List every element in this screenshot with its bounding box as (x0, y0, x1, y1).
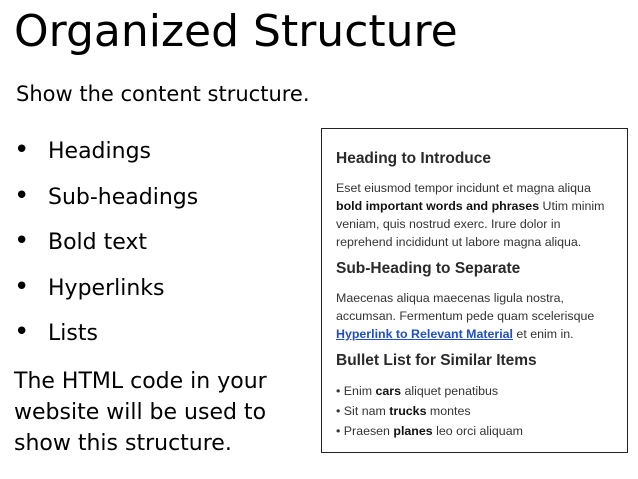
list-item-text: Enim (343, 384, 373, 398)
list-item (336, 401, 627, 421)
bullet-item-lists (14, 314, 198, 360)
bullet-icon: • (336, 404, 341, 418)
list-item-bold: planes (393, 424, 433, 438)
bullet-label: Sub-headings (48, 184, 199, 210)
bullet-label: Headings (48, 139, 152, 164)
bullet-icon: • (336, 384, 341, 398)
example-page-panel (321, 128, 628, 453)
list-item (336, 421, 627, 441)
bullet-icon: • (14, 317, 30, 347)
example-paragraph-2 (336, 289, 627, 343)
example-heading: Heading to Introduce (336, 150, 491, 167)
paragraph-text: Maecenas aliqua maecenas ligula nostra, accumsan. Fermentum pede quam scelerisque (336, 291, 595, 323)
footer-text: The HTML code in your website will be used to show this structure. (14, 369, 267, 456)
list-item-bold: cars (375, 384, 401, 398)
bullet-icon: • (14, 271, 30, 302)
example-paragraph-1 (336, 179, 627, 251)
list-item-bold: trucks (389, 404, 427, 418)
example-subheading: Sub-Heading to Separate (336, 260, 521, 277)
bullet-label: Hyperlinks (48, 275, 165, 301)
slide-title: Organized Structure (14, 6, 458, 57)
paragraph-text: Utim minim veniam, quis nostrud exerc. Irure dolor in reprehend incididunt ut labore magna aliqua. (336, 199, 605, 249)
bullet-icon: • (14, 135, 30, 165)
bullet-icon: • (14, 180, 30, 211)
bullet-item-sub-headings (14, 178, 198, 224)
list-item-text: montes (429, 404, 471, 418)
list-item-text: Praesen (343, 424, 390, 438)
bold-phrase: bold important words and phrases (336, 199, 540, 213)
list-item-text: leo orci aliquam (436, 424, 523, 438)
list-item (336, 381, 627, 401)
list-item-text: Sit nam (343, 404, 386, 418)
relevant-material-link[interactable]: Hyperlink to Relevant Material (336, 327, 513, 341)
paragraph-text: Eset eiusmod tempor incidunt et magna aliqua (336, 181, 591, 195)
bullet-list (14, 132, 198, 360)
bullet-item-headings (14, 132, 198, 178)
bullet-item-hyperlinks (14, 269, 198, 315)
paragraph-text: et enim in. (516, 327, 574, 341)
example-list-heading: Bullet List for Similar Items (336, 352, 537, 369)
bullet-item-bold-text (14, 223, 198, 269)
bullet-label: Lists (48, 321, 98, 346)
slide-subtitle: Show the content structure. (16, 82, 310, 106)
example-bullet-list (336, 381, 627, 441)
bullet-icon: • (336, 424, 341, 438)
list-item-text: aliquet penatibus (404, 384, 499, 398)
bullet-icon: • (14, 226, 30, 256)
bullet-label: Bold text (48, 230, 148, 255)
